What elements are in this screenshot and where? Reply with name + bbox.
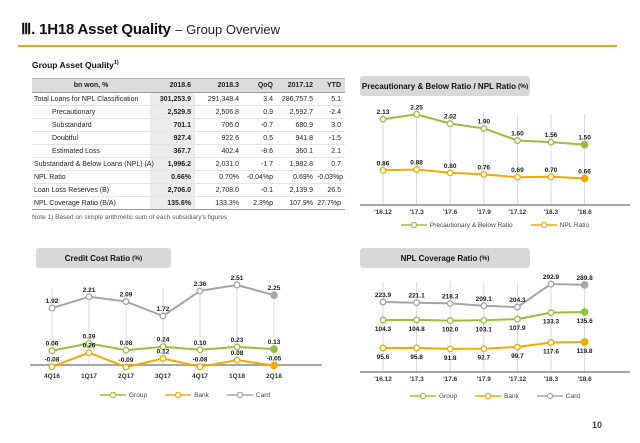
data-label: 119.8 — [576, 348, 593, 355]
x-axis-tick-label: '17.12 — [508, 376, 527, 383]
data-label: 0.69 — [511, 167, 524, 175]
table-cell: -2.4 — [328, 108, 341, 116]
x-axis-tick-label: '17.3 — [409, 209, 424, 216]
table-cell: -0.04%p — [246, 173, 273, 181]
table-row-precautionary — [32, 106, 345, 119]
data-label: 0.39 — [82, 333, 96, 341]
data-point-marker — [380, 116, 386, 122]
table-cell: 133.3% — [215, 199, 239, 207]
x-axis-tick-label: 4Q16 — [44, 373, 60, 380]
table-cell: 0.69% — [293, 173, 313, 181]
data-point-marker — [548, 340, 554, 346]
x-axis-tick-label: 1Q18 — [229, 373, 245, 380]
data-point-marker — [271, 292, 277, 298]
table-title — [32, 60, 119, 70]
legend-marker-icon — [401, 221, 427, 229]
legend-item-bank — [165, 391, 209, 399]
data-label: 135.6 — [576, 318, 593, 325]
table-cell: -1.5 — [328, 134, 341, 142]
data-point-marker — [515, 316, 521, 322]
data-point-marker — [447, 318, 453, 324]
table-cell: -0.03%p — [317, 173, 344, 181]
table-cell: 2,506.8 — [215, 108, 239, 116]
column-header-2018-6: 2018.6 — [150, 79, 195, 93]
data-point-marker — [49, 364, 55, 370]
data-point-marker — [197, 364, 203, 370]
data-label: 221.1 — [408, 292, 425, 300]
table-note: Note 1) Based on simple arithmetic sum of each subsidiary's figures — [32, 214, 228, 221]
data-point-marker — [515, 344, 521, 350]
legend-item-group — [410, 392, 457, 400]
table-cell: 402.4 — [221, 147, 239, 155]
table-cell: 291,348.4 — [207, 95, 239, 103]
table-cell: 0.5 — [263, 134, 273, 142]
data-point-marker — [447, 170, 453, 176]
table-cell: 2,139.9 — [289, 186, 313, 194]
legend-label: Group — [129, 391, 148, 399]
data-label: 1.56 — [544, 132, 558, 140]
npl-coverage-ratio-chart — [355, 270, 635, 388]
table-cell: 0.66% — [150, 171, 195, 184]
data-label: 103.1 — [475, 326, 492, 334]
data-label: 1.92 — [45, 298, 59, 306]
x-axis-tick-label: 1Q17 — [81, 373, 97, 380]
data-point-marker — [234, 282, 240, 288]
x-axis-tick-label: '17.6 — [443, 376, 458, 383]
x-axis-tick-label: '18.3 — [543, 376, 559, 383]
data-point-marker — [380, 345, 386, 351]
data-label: 2.13 — [376, 109, 390, 117]
legend-label: Precautionary & Below Ratio — [429, 221, 513, 229]
legend-item-precautionary-below-ratio — [401, 221, 513, 229]
data-label: 1.60 — [511, 130, 524, 138]
data-label: 133.3 — [542, 318, 560, 326]
table-unit-header: bn won, % — [32, 79, 150, 93]
data-point-marker — [380, 168, 386, 174]
x-axis-tick-label: '16.12 — [374, 376, 392, 383]
legend-label: Bank — [504, 392, 519, 400]
data-point-marker — [414, 345, 420, 351]
page-number: 10 — [591, 420, 602, 430]
page-title-subtitle: – Group Overview — [175, 22, 281, 37]
data-point-marker — [160, 313, 166, 319]
data-point-marker — [414, 112, 420, 118]
table-header-row — [32, 79, 345, 93]
data-label: 0.13 — [267, 339, 281, 347]
title-underline — [18, 45, 617, 47]
data-point-marker — [548, 281, 554, 287]
data-label: 2.25 — [410, 104, 423, 112]
x-axis-tick-label: 3Q17 — [155, 373, 171, 380]
table-cell: 941.8 — [295, 134, 313, 142]
data-point-marker — [447, 121, 453, 127]
data-point-marker — [481, 318, 487, 324]
data-point-marker — [447, 346, 453, 352]
data-label: 0.80 — [443, 162, 457, 170]
chart-title-credit-cost-ratio — [36, 248, 171, 268]
page-title — [21, 20, 280, 39]
table-cell: 2,706.0 — [150, 184, 195, 197]
column-header-qoq: QoQ — [243, 79, 277, 93]
data-point-marker — [123, 299, 129, 305]
data-point-marker — [481, 172, 487, 178]
data-point-marker — [123, 364, 129, 370]
table-cell: 1,982.8 — [289, 160, 313, 168]
table-cell: 706.0 — [221, 121, 239, 129]
data-point-marker — [271, 346, 277, 352]
table-cell: 0.7 — [331, 160, 341, 168]
data-point-marker — [414, 317, 420, 323]
table-row-npl-ratio — [32, 171, 345, 184]
row-label: Total Loans for NPL Classification — [34, 95, 139, 103]
table-cell: 1,996.2 — [150, 158, 195, 171]
legend-marker-icon — [475, 392, 501, 400]
data-label: 223.9 — [374, 292, 392, 299]
table-cell: 3.0 — [331, 121, 341, 129]
legend-marker-icon — [165, 391, 191, 399]
table-cell: -0.7 — [260, 121, 273, 129]
data-label: 289.8 — [576, 274, 593, 282]
data-point-marker — [581, 339, 587, 345]
data-label: -0.09 — [118, 357, 134, 365]
data-label: 91.8 — [443, 354, 457, 362]
credit-cost-ratio-legend — [30, 391, 340, 399]
data-label: 2.21 — [82, 286, 96, 294]
data-label: 2.09 — [119, 291, 133, 299]
data-point-marker — [481, 126, 487, 132]
data-label: 1.72 — [156, 306, 170, 313]
data-label: 2.36 — [193, 280, 207, 288]
row-label: Precautionary — [52, 108, 96, 116]
table-cell: 2,031.0 — [215, 160, 239, 168]
x-axis-tick-label: '17.3 — [409, 376, 424, 383]
data-point-marker — [49, 305, 55, 311]
data-label: 204.3 — [509, 297, 526, 305]
legend-label: Card — [565, 392, 580, 400]
data-label: 0.26 — [82, 342, 96, 350]
table-cell: 927.4 — [150, 132, 195, 145]
data-label: 1.90 — [477, 118, 491, 126]
chart-title-unit: (%) — [518, 82, 529, 90]
data-label: -0.08 — [192, 356, 208, 364]
x-axis-tick-label: '17.12 — [508, 209, 527, 216]
x-axis-tick-label: '18.6 — [577, 209, 592, 216]
data-label: 0.06 — [45, 340, 59, 348]
data-point-marker — [447, 301, 453, 307]
data-point-marker — [414, 167, 420, 173]
legend-marker-icon — [410, 392, 436, 400]
data-point-marker — [380, 317, 386, 323]
table-title-note-ref: 1) — [113, 60, 119, 67]
table-row-substandard — [32, 119, 345, 132]
table-row-loan-loss-reserves-b — [32, 184, 345, 197]
legend-marker-icon — [100, 391, 126, 399]
data-label: 0.08 — [230, 350, 244, 358]
npl-coverage-ratio-legend — [355, 392, 635, 400]
data-point-marker — [481, 346, 487, 352]
table-title-text: Group Asset Quality — [32, 60, 114, 70]
data-point-marker — [515, 304, 521, 310]
row-label: NPL Coverage Ratio (B/A) — [34, 199, 116, 207]
table-cell: 301,253.9 — [150, 93, 195, 106]
data-label: 107.9 — [509, 325, 526, 333]
legend-label: Card — [255, 391, 270, 399]
chart-title-text: Precautionary & Below Ratio / NPL Ratio — [361, 81, 516, 91]
x-axis-tick-label: '18.3 — [543, 209, 559, 216]
x-axis-tick-label: 2Q17 — [118, 373, 134, 380]
table-cell: 3.4 — [263, 95, 273, 103]
data-label: 0.12 — [156, 348, 170, 356]
data-point-marker — [414, 300, 420, 306]
table-cell: -1.7 — [260, 160, 273, 168]
data-point-marker — [197, 347, 203, 353]
data-point-marker — [515, 174, 521, 180]
data-label: 95.6 — [376, 354, 390, 361]
data-point-marker — [581, 282, 587, 288]
table-cell: 5.1 — [331, 95, 341, 103]
x-axis-tick-label: '16.12 — [374, 209, 392, 216]
table-cell: 26.5 — [327, 186, 341, 194]
table-cell: 367.7 — [150, 145, 195, 158]
data-label: 2.02 — [443, 113, 457, 121]
row-label: Loan Loss Reserves (B) — [34, 186, 110, 194]
data-label: 209.1 — [475, 295, 492, 303]
x-axis-tick-label: '17.9 — [476, 209, 491, 216]
legend-item-card — [537, 392, 580, 400]
table-cell: 360.1 — [295, 147, 313, 155]
data-label: 95.8 — [410, 353, 423, 361]
chart-title-unit: (%) — [132, 254, 143, 262]
data-point-marker — [548, 139, 554, 145]
data-label: 2.51 — [230, 275, 244, 282]
legend-item-bank — [475, 392, 519, 400]
table-cell: -8.6 — [260, 147, 273, 155]
row-label: Substandard — [52, 121, 92, 129]
table-cell: 27.7%p — [317, 199, 341, 207]
table-cell: -0.1 — [260, 186, 273, 194]
table-cell: 135.6% — [150, 197, 195, 210]
chart-title-text: Credit Cost Ratio — [64, 253, 131, 263]
table-cell: 286,757.5 — [281, 95, 313, 103]
chart-title-text: NPL Coverage Ratio — [400, 253, 478, 263]
data-label: 1.50 — [578, 134, 591, 142]
table-cell: 701.1 — [150, 119, 195, 132]
chart-title-precautionary-npl-ratio — [360, 76, 530, 96]
table-cell: 2,708.0 — [215, 186, 239, 194]
precautionary-npl-ratio-chart — [355, 100, 635, 220]
data-label: 104.8 — [408, 325, 425, 333]
data-point-marker — [515, 138, 521, 144]
table-cell: 0.9 — [263, 108, 273, 116]
data-label: 0.66 — [578, 168, 591, 176]
legend-label: Group — [439, 392, 458, 400]
data-point-marker — [481, 303, 487, 309]
table-cell: 0.70% — [219, 173, 239, 181]
row-label: NPL Ratio — [34, 173, 66, 181]
data-point-marker — [581, 175, 587, 181]
table-cell: 922.6 — [221, 134, 239, 142]
data-point-marker — [548, 310, 554, 316]
row-label: Substandard & Below Loans (NPL) (A) — [34, 160, 154, 168]
legend-marker-icon — [531, 221, 557, 229]
data-point-marker — [548, 174, 554, 180]
table-row-npl-coverage-ratio-b-a — [32, 197, 345, 210]
data-label: 102.0 — [442, 326, 459, 334]
data-label: 0.76 — [477, 164, 491, 172]
x-axis-tick-label: 4Q17 — [192, 373, 208, 380]
asset-quality-table — [32, 78, 345, 210]
column-header-2018-3: 2018.3 — [195, 79, 243, 93]
column-header-2017-12: 2017.12 — [277, 79, 317, 93]
table-row-total-loans-for-npl-classification — [32, 93, 345, 106]
legend-marker-icon — [227, 391, 253, 399]
table-cell: 680.9 — [295, 121, 313, 129]
legend-label: NPL Ratio — [559, 221, 590, 229]
data-label: -0.08 — [44, 356, 60, 364]
legend-label: Bank — [194, 391, 209, 399]
x-axis-tick-label: 2Q18 — [266, 373, 282, 380]
data-point-marker — [197, 288, 203, 294]
data-label: 0.23 — [230, 336, 244, 344]
table-cell: 2.1 — [331, 147, 341, 155]
data-label: 0.24 — [156, 336, 170, 344]
data-point-marker — [86, 350, 92, 356]
data-point-marker — [271, 362, 277, 368]
table-row-estimated-loss — [32, 145, 345, 158]
data-point-marker — [234, 344, 240, 350]
data-point-marker — [581, 309, 587, 315]
data-label: 2.25 — [267, 285, 281, 293]
table-row-substandard-below-loans-npl-a — [32, 158, 345, 171]
row-label: Estimated Loss — [52, 147, 100, 155]
credit-cost-ratio-chart — [30, 272, 340, 384]
data-point-marker — [380, 299, 386, 305]
legend-item-group — [100, 391, 147, 399]
data-point-marker — [49, 348, 55, 354]
table-cell: 2.3%p — [253, 199, 273, 207]
row-label: Doubtful — [52, 134, 79, 142]
x-axis-tick-label: '17.6 — [443, 209, 458, 216]
precautionary-npl-ratio-legend — [355, 221, 635, 229]
data-label: 0.08 — [119, 340, 133, 348]
table-cell: 2,592.7 — [289, 108, 313, 116]
data-label: 99.7 — [511, 353, 524, 360]
data-point-marker — [581, 141, 587, 147]
data-label: 0.86 — [376, 160, 390, 168]
legend-marker-icon — [537, 392, 563, 400]
data-label: -0.05 — [266, 355, 282, 363]
column-header-ytd: YTD — [317, 79, 345, 93]
data-label: 0.70 — [544, 166, 558, 174]
data-point-marker — [123, 347, 129, 353]
data-point-marker — [160, 356, 166, 362]
data-label: 0.88 — [410, 159, 423, 167]
table-cell: 2,529.5 — [150, 106, 195, 119]
data-point-marker — [234, 357, 240, 363]
legend-item-card — [227, 391, 270, 399]
data-label: 92.7 — [477, 354, 491, 362]
data-point-marker — [86, 294, 92, 300]
legend-item-npl-ratio — [531, 221, 589, 229]
table-row-doubtful — [32, 132, 345, 145]
page-title-main: Ⅲ. 1H18 Asset Quality — [21, 21, 171, 38]
x-axis-tick-label: '17.9 — [476, 376, 491, 383]
data-label: 292.9 — [542, 274, 560, 281]
x-axis-tick-label: '18.6 — [577, 376, 592, 383]
table-cell: 107.9% — [289, 199, 313, 207]
data-label: 0.10 — [193, 339, 207, 347]
data-label: 117.6 — [543, 348, 559, 356]
data-label: 104.3 — [374, 326, 392, 333]
data-label: 218.3 — [442, 293, 459, 301]
chart-title-npl-coverage-ratio — [360, 248, 530, 268]
chart-title-unit: (%) — [479, 254, 490, 262]
